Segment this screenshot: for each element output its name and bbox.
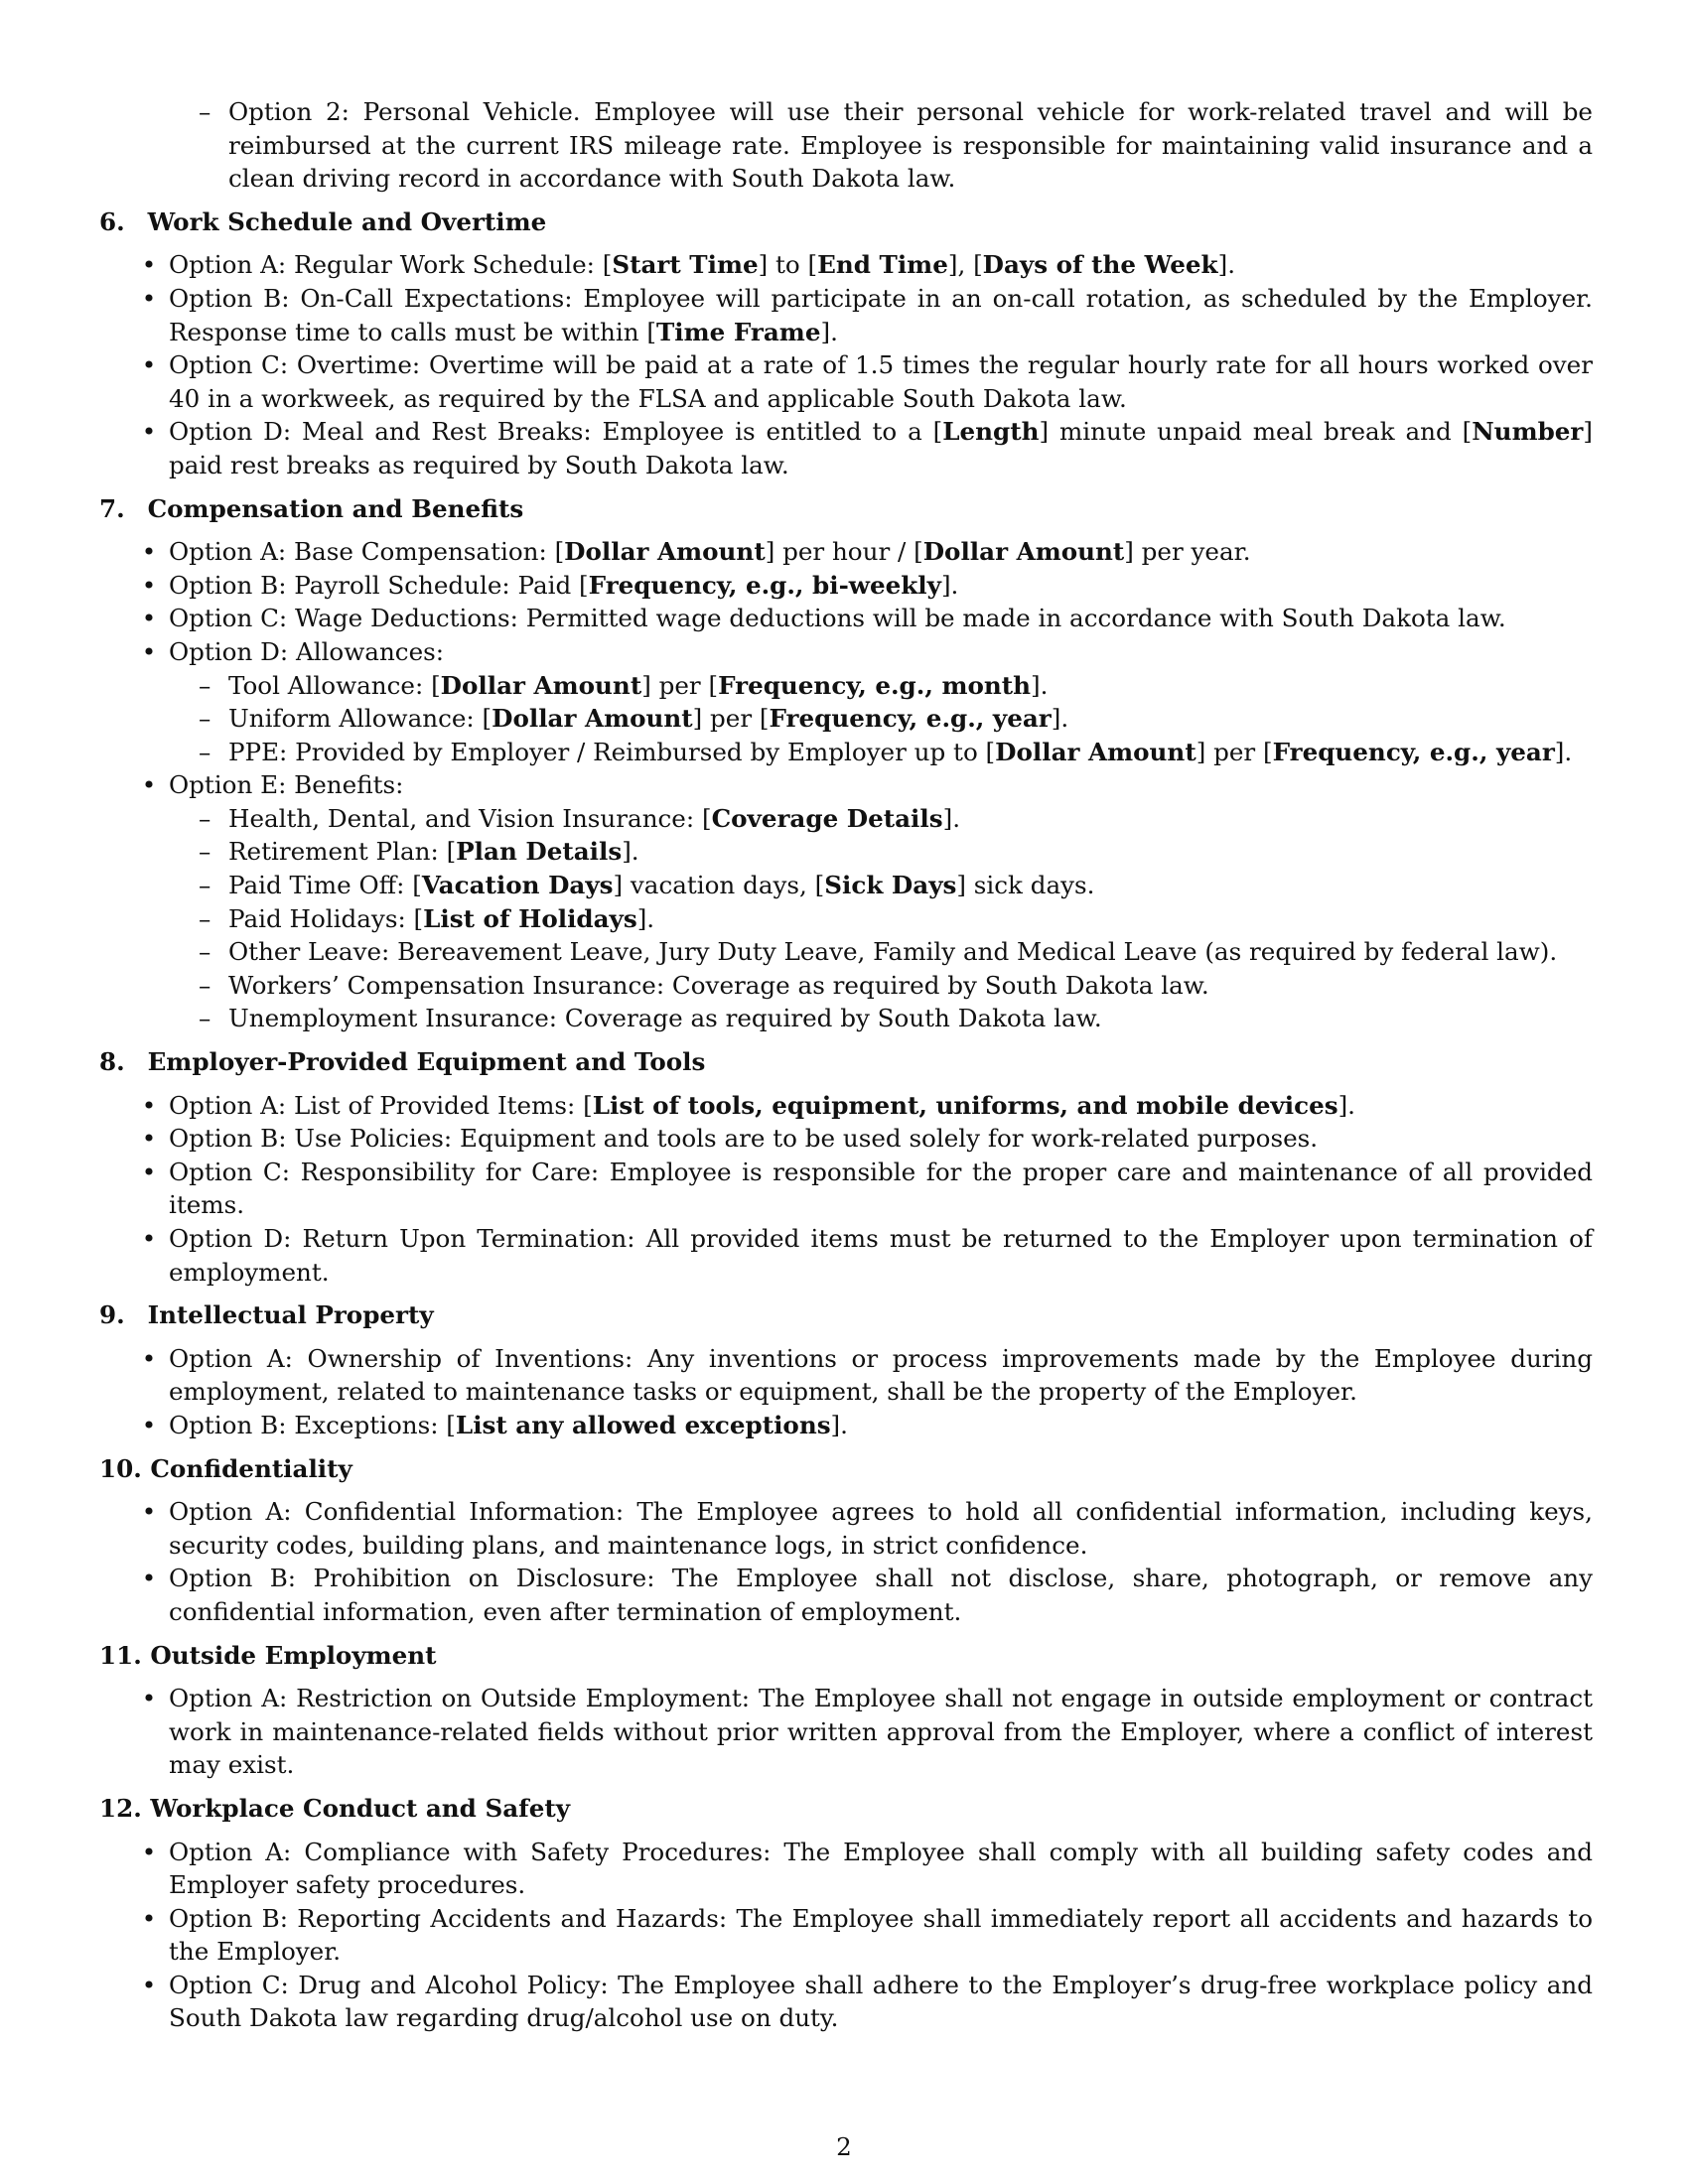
text-run: ] per [: [692, 704, 770, 734]
text-run: Other Leave: Bereavement Leave, Jury Duty Leave, Family and Medical Leave (as required by federal law).: [228, 937, 1558, 967]
list-item: [99, 1222, 1593, 1289]
text-run: ].: [830, 1410, 848, 1439]
list-item: [99, 569, 1593, 603]
text-run: Unemployment Insurance: Coverage as required by South Dakota law.: [228, 1004, 1102, 1033]
bullet-marker: •: [141, 250, 157, 280]
section-heading-text: Intellectual Property: [147, 1300, 434, 1330]
section-heading-text: Employer-Provided Equipment and Tools: [147, 1047, 706, 1077]
text-run: ] per [: [1196, 737, 1273, 766]
text-run: ] minute unpaid meal break and [: [1039, 417, 1473, 447]
bullet-marker: •: [141, 1343, 157, 1373]
text-run: Option B: On-Call Expectations: Employee will participate in an on-call rotation, as scheduled by the Employer. Response time to calls must be within [: [169, 283, 1593, 346]
list-item: [99, 1836, 1593, 1902]
sub-list-item: [99, 1002, 1593, 1035]
intro-dash-text: Option 2: Personal Vehicle. Employee will use their personal vehicle for work-related travel and will be reimbursed at the current IRS mileage rate. Employee is responsible for maintaining valid insurance and a clean driving record in accordance with South Dakota law.: [228, 97, 1593, 194]
sub-list-item: [99, 935, 1593, 969]
section-heading-text: Confidentiality: [150, 1453, 352, 1483]
dash-marker: –: [199, 803, 211, 833]
placeholder-field: List of Holidays: [423, 903, 637, 933]
placeholder-field: End Time: [817, 250, 948, 280]
sections-container: [99, 205, 1593, 2035]
placeholder-field: Dollar Amount: [492, 704, 693, 734]
text-run: ].: [940, 570, 959, 600]
placeholder-field: Dollar Amount: [922, 537, 1125, 567]
placeholder-field: Dollar Amount: [564, 537, 766, 567]
text-run: Option C: Overtime: Overtime will be paid at a rate of 1.5 times the regular hourly rate for all hours worked over 40 in a workweek, as required by the FLSA and applicable South Dakota law.: [169, 350, 1593, 413]
section-title: [99, 1639, 1593, 1673]
text-run: Option A: Confidential Information: The Employee agrees to hold all confidential information, including keys, security codes, building plans, and maintenance logs, in strict confidence.: [169, 1497, 1593, 1560]
bullet-marker: •: [141, 1224, 157, 1253]
option-list: [99, 1089, 1593, 1290]
text-run: ].: [636, 903, 655, 933]
text-run: ] per hour / [: [765, 537, 923, 567]
section-7: [99, 492, 1593, 1036]
text-run: Option B: Exceptions: [: [169, 1410, 456, 1439]
list-item: [99, 1682, 1593, 1782]
text-run: ] vacation days, [: [613, 871, 825, 900]
list-item: [99, 602, 1593, 635]
list-item: [99, 348, 1593, 415]
dash-marker: –: [199, 871, 211, 900]
text-run: Uniform Allowance: [: [228, 704, 492, 734]
bullet-marker: •: [141, 1970, 157, 1999]
text-run: ] paid rest breaks as required by South Dakota law.: [169, 417, 1593, 479]
text-run: ] sick days.: [956, 871, 1095, 900]
dash-marker: –: [199, 970, 211, 1000]
sub-list-item: [99, 702, 1593, 736]
section-number: 7.: [99, 493, 125, 523]
section-title: [99, 1792, 1593, 1826]
list-item: [99, 1122, 1593, 1156]
list-item: [99, 415, 1593, 481]
text-run: Option A: List of Provided Items: [: [169, 1090, 593, 1120]
text-run: Paid Time Off: [: [228, 871, 422, 900]
text-run: Retirement Plan: [: [228, 837, 457, 867]
placeholder-field: Time Frame: [656, 317, 821, 346]
bullet-marker: •: [141, 1157, 157, 1186]
text-run: ].: [1337, 1090, 1355, 1120]
dash-marker: –: [199, 97, 211, 126]
option-list: [99, 1836, 1593, 2036]
placeholder-field: Days of the Week: [982, 250, 1218, 280]
list-item: [99, 535, 1593, 569]
bullet-marker: •: [141, 1090, 157, 1120]
bullet-marker: •: [141, 417, 157, 447]
sub-list-item: [99, 969, 1593, 1003]
section-title: [99, 1045, 1593, 1079]
dash-marker: –: [199, 903, 211, 933]
placeholder-field: Vacation Days: [421, 871, 614, 900]
list-item: [99, 1902, 1593, 1969]
intro-dash-item: [99, 95, 1593, 196]
section-number: 9.: [99, 1300, 125, 1330]
text-run: Option B: Use Policies: Equipment and tools are to be used solely for work-related purposes.: [169, 1124, 1319, 1154]
section-heading-text: Compensation and Benefits: [147, 493, 524, 523]
text-run: Paid Holidays: [: [228, 903, 424, 933]
text-run: ].: [820, 317, 838, 346]
text-run: Option C: Drug and Alcohol Policy: The Employee shall adhere to the Employer’s drug-free workplace policy and South Dakota law regarding drug/alcohol use on duty.: [169, 1970, 1593, 2033]
text-run: Option D: Meal and Rest Breaks: Employee is entitled to a [: [169, 417, 943, 447]
text-run: Tool Allowance: [: [228, 670, 441, 700]
list-item: [99, 1562, 1593, 1628]
section-number: 6.: [99, 206, 125, 236]
section-title: [99, 1452, 1593, 1486]
bullet-marker: •: [141, 537, 157, 567]
sub-list-item: [99, 736, 1593, 769]
placeholder-field: Length: [942, 417, 1040, 447]
text-run: ] per [: [641, 670, 719, 700]
list-item: [99, 1342, 1593, 1409]
dash-marker: –: [199, 837, 211, 867]
placeholder-field: Coverage Details: [711, 803, 943, 833]
section-title: [99, 1298, 1593, 1332]
dash-marker: –: [199, 1004, 211, 1033]
section-heading-text: Outside Employment: [150, 1640, 437, 1670]
list-item: [99, 768, 1593, 802]
text-run: Option E: Benefits:: [169, 770, 404, 800]
sub-list-item: [99, 802, 1593, 836]
bullet-marker: •: [141, 770, 157, 800]
placeholder-field: Plan Details: [456, 837, 623, 867]
bullet-marker: •: [141, 636, 157, 666]
placeholder-field: List of tools, equipment, uniforms, and mobile devices: [592, 1090, 1338, 1120]
placeholder-field: List any allowed exceptions: [455, 1410, 831, 1439]
placeholder-field: Dollar Amount: [440, 670, 642, 700]
document-page: [99, 95, 1593, 2035]
placeholder-field: Dollar Amount: [995, 737, 1196, 766]
list-item: [99, 282, 1593, 348]
text-run: ] to [: [758, 250, 818, 280]
option-list: [99, 248, 1593, 481]
bullet-marker: •: [141, 1684, 157, 1713]
list-item: [99, 1089, 1593, 1123]
bullet-marker: •: [141, 1124, 157, 1154]
option-list: [99, 1495, 1593, 1628]
text-run: Option A: Restriction on Outside Employment: The Employee shall not engage in outside employment or contract work in maintenance-related fields without prior written approval from the Employer, where a conflict of interest may exist.: [169, 1684, 1593, 1780]
sub-list-item: [99, 835, 1593, 869]
section-6: [99, 205, 1593, 482]
list-item: [99, 1495, 1593, 1562]
bullet-marker: •: [141, 283, 157, 313]
bullet-marker: •: [141, 350, 157, 380]
text-run: Option A: Compliance with Safety Procedures: The Employee shall comply with all building safety codes and Employer safety procedures.: [169, 1837, 1593, 1900]
placeholder-field: Frequency, e.g., year: [769, 704, 1052, 734]
list-item: [99, 1969, 1593, 2035]
dash-marker: –: [199, 937, 211, 967]
bullet-marker: •: [141, 1837, 157, 1866]
placeholder-field: Frequency, e.g., month: [718, 670, 1031, 700]
page-number: 2: [836, 2132, 852, 2161]
list-item: [99, 248, 1593, 282]
bullet-marker: •: [141, 1497, 157, 1527]
text-run: ], [: [947, 250, 983, 280]
text-run: Workers’ Compensation Insurance: Coverage as required by South Dakota law.: [228, 970, 1209, 1000]
bullet-marker: •: [141, 570, 157, 600]
section-number: 11.: [99, 1640, 142, 1670]
text-run: Option B: Payroll Schedule: Paid [: [169, 570, 589, 600]
section-heading-text: Work Schedule and Overtime: [147, 206, 547, 236]
text-run: Option C: Responsibility for Care: Employee is responsible for the proper care and maintenance of all provided items.: [169, 1157, 1593, 1220]
section-number: 8.: [99, 1047, 125, 1077]
section-number: 12.: [99, 1793, 142, 1823]
text-run: PPE: Provided by Employer / Reimbursed by Employer up to [: [228, 737, 996, 766]
text-run: Option C: Wage Deductions: Permitted wage deductions will be made in accordance with South Dakota law.: [169, 604, 1506, 633]
text-run: Option D: Return Upon Termination: All provided items must be returned to the Employer upon termination of employment.: [169, 1224, 1593, 1287]
text-run: Option A: Ownership of Inventions: Any inventions or process improvements made by the Employee during employment, related to maintenance tasks or equipment, shall be the property of the Employer.: [169, 1343, 1593, 1407]
dash-marker: –: [199, 670, 211, 700]
placeholder-field: Frequency, e.g., bi-weekly: [588, 570, 941, 600]
option-list: [99, 535, 1593, 1035]
section-10: [99, 1452, 1593, 1629]
section-title: [99, 205, 1593, 239]
text-run: Option D: Allowances:: [169, 636, 445, 666]
section-9: [99, 1298, 1593, 1441]
option-list: [99, 1682, 1593, 1782]
sub-list-item: [99, 902, 1593, 936]
bullet-marker: •: [141, 1564, 157, 1593]
text-run: ].: [622, 837, 639, 867]
placeholder-field: Start Time: [612, 250, 759, 280]
sub-list-item: [99, 869, 1593, 902]
dash-marker: –: [199, 704, 211, 734]
list-item: [99, 635, 1593, 669]
text-run: Option B: Prohibition on Disclosure: The Employee shall not disclose, share, photograph, or remove any confidential information, even after termination of employment.: [169, 1564, 1593, 1626]
text-run: ].: [942, 803, 961, 833]
text-run: Option A: Regular Work Schedule: [: [169, 250, 613, 280]
list-item: [99, 1409, 1593, 1442]
sub-list-item: [99, 669, 1593, 703]
text-run: ].: [1031, 670, 1049, 700]
section-title: [99, 492, 1593, 526]
placeholder-field: Frequency, e.g., year: [1272, 737, 1555, 766]
text-run: Health, Dental, and Vision Insurance: [: [228, 803, 712, 833]
section-11: [99, 1639, 1593, 1782]
list-item: [99, 1156, 1593, 1222]
text-run: ].: [1554, 737, 1573, 766]
placeholder-field: Number: [1472, 417, 1584, 447]
dash-marker: –: [199, 737, 211, 766]
text-run: ].: [1217, 250, 1236, 280]
section-8: [99, 1045, 1593, 1289]
bullet-marker: •: [141, 1410, 157, 1439]
section-12: [99, 1792, 1593, 2035]
text-run: ] per year.: [1124, 537, 1251, 567]
text-run: Option B: Reporting Accidents and Hazards: The Employee shall immediately report all accidents and hazards to the Employer.: [169, 1903, 1593, 1967]
bullet-marker: •: [141, 604, 157, 633]
bullet-marker: •: [141, 1903, 157, 1933]
option-list: [99, 1342, 1593, 1442]
section-number: 10.: [99, 1453, 142, 1483]
text-run: ].: [1051, 704, 1069, 734]
text-run: Option A: Base Compensation: [: [169, 537, 565, 567]
placeholder-field: Sick Days: [824, 871, 957, 900]
section-heading-text: Workplace Conduct and Safety: [150, 1793, 571, 1823]
